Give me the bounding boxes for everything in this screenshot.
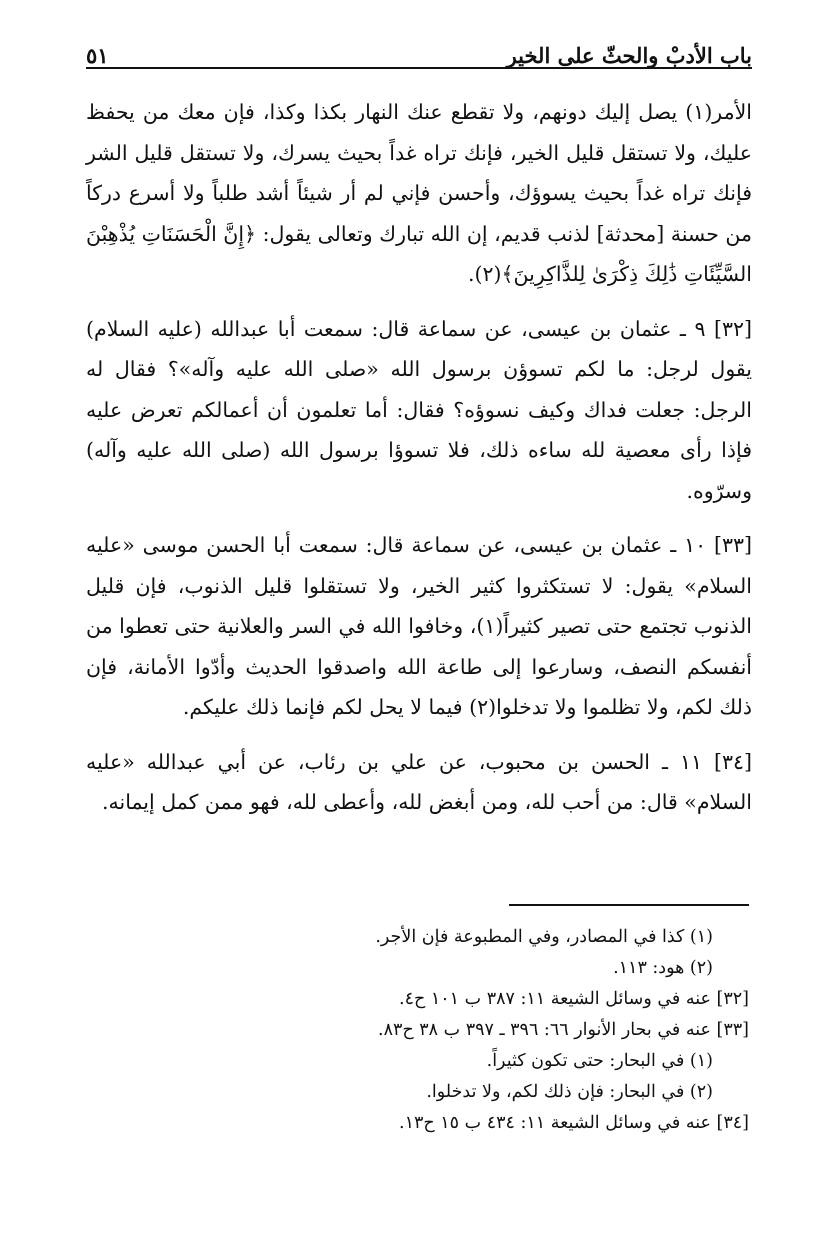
footnotes (149, 922, 749, 1139)
main-text (86, 92, 752, 823)
footnote: (١) في البحار: حتى تكون كثيراً. (486, 1051, 713, 1071)
hadith-33: [٣٣] ١٠ ـ عثمان بن عيسى، عن سماعة قال: سمعت أبا الحسن موسى «عليه السلام» يقول: لا تستكثروا كثير الخير، ولا تستقلوا قليل الذنوب، فإن قليل الذنوب تجتمع حتى تصير كثيراً(١)، وخافوا الله في السر والعلانية حتى تعطوا من أنفسكم النصف، وسارعوا إلى طاعة الله واصدقوا الحديث وأدّوا الأمانة، فإن ذلك لكم، ولا تظلموا ولا تدخلوا(٢) فيما لا يحل لكم فإنما ذلك عليكم. (86, 533, 752, 719)
page-number: ٥١ (86, 43, 109, 68)
source-note: [٣٤] عنه في وسائل الشيعة ١١: ٤٣٤ ب ١٥ ح١٣. (399, 1113, 749, 1133)
footnote: (٢) هود: ١١٣. (613, 958, 713, 978)
page-header (86, 30, 752, 68)
hadith-34: [٣٤] ١١ ـ الحسن بن محبوب، عن علي بن رئاب، عن أبي عبدالله «عليه السلام» قال: من أحب لله، ومن أبغض لله، وأعطى لله، فهو ممن كمل إيمانه. (86, 749, 753, 814)
footnote-rule (509, 904, 749, 906)
footnote: (١) كذا في المصادر، وفي المطبوعة فإن الأجر. (375, 927, 713, 947)
chapter-title: باب الأدبْ والحثّ على الخير (506, 43, 752, 68)
footnote: (٢) في البحار: فإن ذلك لكم، ولا تدخلوا. (426, 1082, 713, 1102)
source-note: [٣٢] عنه في وسائل الشيعة ١١: ٣٨٧ ب ١٠١ ح٤. (399, 989, 749, 1009)
header-rule (86, 67, 752, 69)
source-note: [٣٣] عنه في بحار الأنوار ٦٦: ٣٩٦ ـ ٣٩٧ ب ٣٨ ح٨٣. (378, 1020, 749, 1040)
paragraph: الأمر(١) يصل إليك دونهم، ولا تقطع عنك النهار بكذا وكذا، فإن معك من يحفظ عليك، ولا تستقل قليل الخير، فإنك تراه غداً بحيث يسرك، ولا تستقل قليل الشر فإنك تراه غداً بحيث يسوؤك، وأحسن فإني لم أر شيئاً أشد طلباً ولا أسرع دركاً من حسنة [محدثة] لذنب قديم، إن الله تبارك وتعالى يقول: ﴿إِنَّ الْحَسَنَاتِ يُذْهِبْنَ السَّيِّئَاتِ ذَٰلِكَ ذِكْرَىٰ لِلذَّاكِرِينَ﴾(٢). (86, 100, 752, 286)
hadith-32: [٣٢] ٩ ـ عثمان بن عيسى، عن سماعة قال: سمعت أبا عبدالله (عليه السلام) يقول لرجل: ما لكم تسوؤن برسول الله «صلى الله عليه وآله»؟ فقال له الرجل: جعلت فداك وكيف نسوؤه؟ فقال: أما تعلمون أن أعمالكم تعرض عليه فإذا رأى معصية لله ساءه ذلك، فلا تسوؤا برسول الله (صلى الله عليه وآله) وسرّوه. (86, 316, 752, 503)
